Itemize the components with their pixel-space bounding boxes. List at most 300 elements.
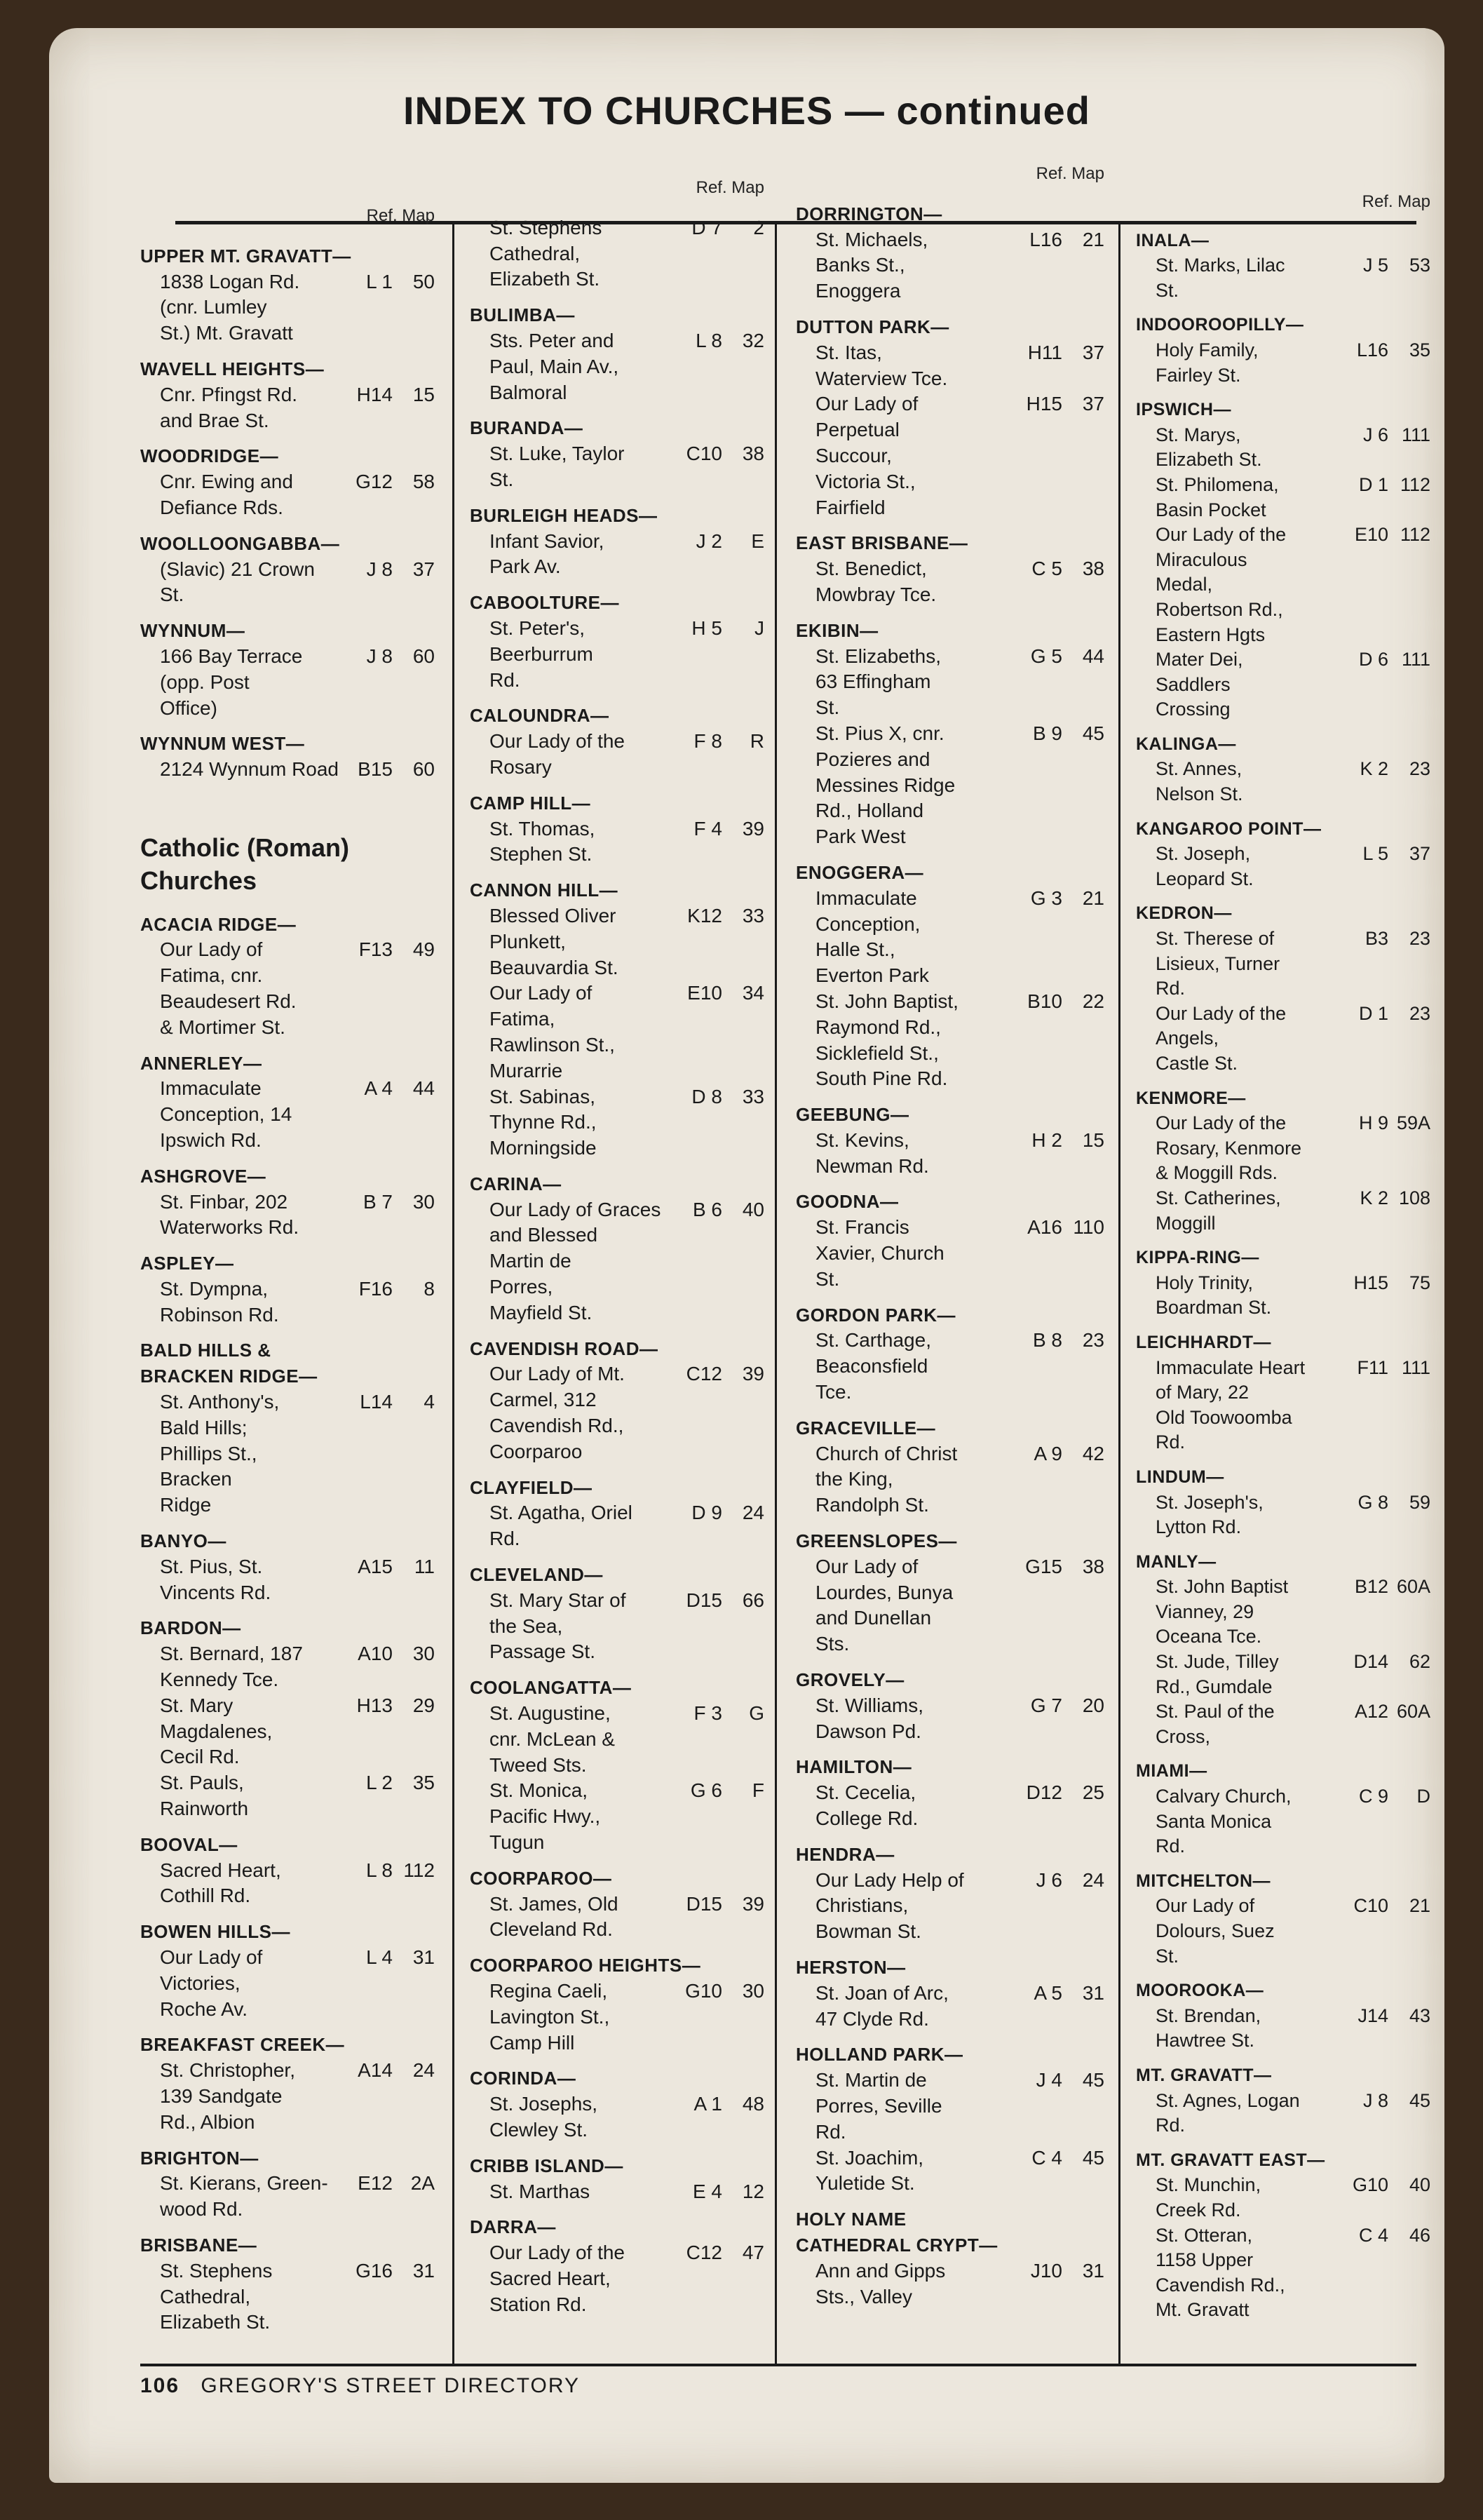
suburb-heading: KALINGA—: [1136, 734, 1236, 754]
map-number: 45: [1082, 2069, 1104, 2091]
map-number: 35: [412, 1772, 435, 1794]
church-listing: [796, 227, 1104, 304]
church-entry: [1136, 1869, 1430, 1969]
ref-code: G16: [355, 2259, 393, 2282]
suburb-heading: DUTTON PARK—: [796, 316, 949, 337]
church-listing: [1136, 1650, 1430, 1699]
ref-code: L16: [1356, 339, 1388, 361]
church-listing: [140, 1858, 435, 1910]
ref-code: H13: [356, 1694, 393, 1716]
map-number: 33: [742, 904, 764, 927]
church-name: St. Michaels, Banks St., Enoggera: [815, 228, 928, 302]
church-listing: [1136, 523, 1430, 647]
map-number: 34: [742, 982, 764, 1004]
suburb-heading: WOOLLOONGABBA—: [140, 532, 340, 554]
church-entry: [140, 1832, 435, 1909]
church-entry: [470, 1562, 764, 1665]
map-number: 53: [1409, 255, 1430, 276]
map-number: 108: [1398, 1187, 1430, 1208]
suburb-heading: GEEBUNG—: [796, 1104, 909, 1126]
church-listing: [470, 2091, 764, 2143]
church-entry: [470, 215, 764, 292]
church-listing: [470, 1979, 764, 2056]
church-name: Our Lady of Mt. Carmel, 312 Cavendish Rd., Coorparoo: [489, 1363, 625, 1462]
church-entry: [1136, 1330, 1430, 1455]
ref-code: A12: [1354, 1701, 1388, 1723]
church-name: St. Annes, Nelson St.: [1156, 758, 1243, 805]
ref-map-header: Ref. Map: [1036, 164, 1104, 183]
map-number: 12: [742, 2180, 764, 2202]
map-number: 48: [742, 2093, 764, 2115]
church-listing: [1136, 2089, 1430, 2138]
map-number: 31: [1082, 2259, 1104, 2282]
church-entry: [1136, 1550, 1430, 1750]
church-name: Our Lady Help of Christians, Bowman St.: [815, 1868, 964, 1943]
suburb-heading: ASHGROVE—: [140, 1165, 266, 1187]
church-listing: [470, 1500, 764, 1552]
ref-code: H15: [1353, 1272, 1388, 1293]
church-listing: [796, 1693, 1104, 1745]
map-number: 37: [412, 558, 435, 580]
ref-code: F16: [358, 1277, 393, 1300]
suburb-heading: GORDON PARK—: [796, 1304, 956, 1326]
church-name: St. Peter's, Beerburrum Rd.: [489, 616, 593, 691]
ref-code: C 4: [1358, 2224, 1388, 2246]
map-number: 44: [1082, 645, 1104, 667]
ref-code: F 3: [693, 1702, 722, 1725]
ref-code: B12: [1354, 1576, 1388, 1598]
ref-code: H11: [1027, 341, 1062, 363]
church-entry: [140, 1919, 435, 2022]
map-number: 66: [742, 1589, 764, 1611]
church-listing: [1136, 757, 1430, 807]
church-listing: [140, 382, 435, 434]
ref-map-header: Ref. Map: [366, 206, 435, 225]
church-name: St. Joseph's, Lytton Rd.: [1156, 1491, 1264, 1538]
church-name: 1838 Logan Rd. (cnr. Lumley St.) Mt. Gravatt: [160, 270, 300, 344]
suburb-heading: WAVELL HEIGHTS—: [140, 358, 325, 379]
church-listing: [470, 215, 764, 292]
church-entry: [470, 877, 764, 1161]
ref-code: H 5: [691, 616, 722, 639]
ref-code: J 4: [1036, 2069, 1062, 2091]
church-name: St. Cecelia, College Rd.: [815, 1781, 919, 1830]
church-name: St. Stephens Cathedral, Elizabeth St.: [160, 2259, 273, 2333]
ref-code: B 6: [692, 1198, 722, 1220]
ref-code: L 4: [366, 1946, 393, 1969]
church-name: St. Luke, Taylor St.: [489, 443, 625, 490]
map-number: 31: [412, 2259, 435, 2282]
map-number: 2: [753, 216, 764, 238]
ref-code: B 7: [363, 1190, 393, 1213]
suburb-heading: IPSWICH—: [1136, 400, 1231, 420]
church-entry: [140, 443, 435, 520]
map-number: 21: [1409, 1895, 1430, 1917]
ref-code: D 6: [1358, 649, 1388, 671]
church-name: St. Mary Star of the Sea, Passage St.: [489, 1589, 626, 1663]
church-listing: [796, 1215, 1104, 1292]
church-entry: [470, 790, 764, 868]
map-number: 59: [1409, 1491, 1430, 1513]
church-entry: [470, 1953, 764, 2056]
ref-code: E12: [358, 2172, 393, 2195]
church-entry: [796, 1302, 1104, 1406]
church-name: St. Finbar, 202 Waterworks Rd.: [160, 1190, 299, 1239]
church-name: St. Christopher, 139 Sandgate Rd., Albion: [160, 2059, 295, 2133]
suburb-heading: CAMP HILL—: [470, 792, 591, 814]
church-name: St. Marys, Elizabeth St.: [1156, 424, 1262, 471]
church-name: St. Therese of Lisieux, Turner Rd.: [1156, 928, 1280, 999]
suburb-heading: KANGAROO POINT—: [1136, 818, 1322, 839]
church-listing: [140, 1693, 435, 1770]
map-number: 32: [742, 329, 764, 351]
church-name: St. Williams, Dawson Pd.: [815, 1694, 923, 1742]
church-listing: [1136, 473, 1430, 523]
church-name: St. Elizabeths, 63 Effingham St.: [815, 645, 941, 719]
church-name: St. Martin de Porres, Seville Rd.: [815, 2069, 942, 2143]
church-listing: [470, 2240, 764, 2317]
church-name: St. Joseph, Leopard St.: [1156, 843, 1254, 889]
column-divider: [775, 221, 777, 2364]
church-name: Our Lady of Dolours, Suez St.: [1156, 1895, 1275, 1967]
map-number: 21: [1082, 887, 1104, 909]
ref-code: A16: [1027, 1216, 1062, 1239]
church-listing: [796, 2145, 1104, 2197]
suburb-heading: COOLANGATTA—: [470, 1677, 632, 1699]
church-name: St. Itas, Waterview Tce.: [815, 341, 948, 389]
church-name: Our Lady of Perpetual Succour, Victoria St., Fairfield: [815, 393, 919, 518]
map-number: 38: [1082, 1555, 1104, 1577]
map-number: 60A: [1396, 1701, 1430, 1723]
church-name: Our Lady of the Rosary: [489, 730, 625, 778]
suburb-heading: MT. GRAVATT—: [1136, 2065, 1272, 2085]
church-entry: [796, 530, 1104, 607]
church-name: St. Stephens Cathedral, Elizabeth St.: [489, 216, 602, 290]
church-entry: [796, 1528, 1104, 1657]
church-listing: [796, 340, 1104, 392]
publication-name: GREGORY'S STREET DIRECTORY: [201, 2374, 581, 2397]
church-entry: [796, 1754, 1104, 1831]
map-number: 60: [412, 758, 435, 781]
ref-code: J 5: [1362, 255, 1388, 276]
suburb-heading: KENMORE—: [1136, 1088, 1246, 1108]
map-number: 37: [1082, 341, 1104, 363]
ref-code: D 1: [1358, 473, 1388, 495]
church-entry: [140, 2032, 435, 2135]
suburb-heading: EAST BRISBANE—: [796, 532, 968, 554]
suburb-heading: CORINDA—: [470, 2068, 576, 2089]
ref-code: G10: [1352, 2174, 1388, 2196]
church-entry: [1136, 229, 1430, 304]
suburb-heading: BALD HILLS & BRACKEN RIDGE—: [140, 1340, 318, 1387]
church-entry: [470, 590, 764, 693]
church-name: St. Pauls, Rainworth: [160, 1772, 249, 1820]
ref-code: K 2: [1360, 1187, 1388, 1208]
suburb-heading: CLAYFIELD—: [470, 1476, 592, 1498]
church-entry: [140, 243, 435, 346]
bottom-rule: [140, 2364, 1416, 2366]
church-listing: [470, 1588, 764, 1665]
suburb-heading: BANYO—: [140, 1530, 226, 1552]
suburb-heading: BRISBANE—: [140, 2234, 257, 2256]
church-name: Ann and Gipps Sts., Valley: [815, 2259, 946, 2307]
church-listing: [1136, 927, 1430, 1002]
suburb-heading: BARDON—: [140, 1617, 241, 1639]
map-number: 46: [1409, 2224, 1430, 2246]
suburb-heading: ANNERLEY—: [140, 1052, 262, 1074]
church-name: St. Agnes, Logan Rd.: [1156, 2089, 1300, 2136]
church-name: St. John Baptist Vianney, 29 Oceana Tce.: [1156, 1576, 1289, 1648]
index-column-1: [140, 203, 435, 2345]
ref-code: L 5: [1362, 843, 1388, 865]
map-number: 11: [414, 1555, 435, 1577]
map-number: 39: [742, 1892, 764, 1915]
ref-code: C12: [686, 1363, 722, 1385]
church-entry: [1136, 2148, 1430, 2323]
church-name: (Slavic) 21 Crown St.: [160, 558, 315, 606]
church-entry: [796, 314, 1104, 520]
directory-page: [49, 28, 1444, 2483]
church-entry: [470, 415, 764, 492]
map-number: 44: [412, 1077, 435, 1100]
church-entry: [140, 356, 435, 433]
index-column-3: [796, 161, 1104, 2319]
church-name: St. Bernard, 187 Kennedy Tce.: [160, 1643, 303, 1691]
church-name: St. Kevins, Newman Rd.: [815, 1128, 929, 1177]
church-entry: [1136, 1979, 1430, 2054]
church-name: Infant Savior, Park Av.: [489, 530, 604, 578]
church-entry: [1136, 2063, 1430, 2138]
church-entry: [1136, 817, 1430, 892]
church-entry: [470, 1171, 764, 1326]
church-name: St. John Baptist, Raymond Rd., Sicklefield St., South Pine Rd.: [815, 990, 959, 1090]
map-number: 31: [1082, 1981, 1104, 2004]
church-name: Immaculate Conception, Halle St., Everton Park: [815, 887, 929, 987]
church-entry: [140, 2232, 435, 2336]
church-entry: [140, 1051, 435, 1154]
suburb-heading: MANLY—: [1136, 1551, 1217, 1572]
ref-code: J 6: [1036, 1868, 1062, 1891]
ref-code: H14: [356, 383, 393, 405]
ref-map-header: Ref. Map: [1362, 192, 1430, 211]
map-number: 111: [1401, 649, 1430, 671]
church-listing: [470, 1778, 764, 1855]
suburb-heading: WYNNUM WEST—: [140, 733, 305, 755]
map-number: E: [751, 530, 764, 552]
map-number: 39: [742, 1363, 764, 1385]
map-number: 23: [1409, 928, 1430, 950]
church-entry: [470, 302, 764, 405]
suburb-heading: CANNON HILL—: [470, 880, 618, 901]
map-number: 112: [403, 1859, 435, 1881]
map-number: 47: [742, 2242, 764, 2264]
suburb-heading: HOLLAND PARK—: [796, 2044, 963, 2066]
ref-code: J14: [1357, 2004, 1388, 2026]
suburb-heading: ACACIA RIDGE—: [140, 913, 297, 935]
map-number: 21: [1082, 228, 1104, 250]
church-name: Our Lady of Fatima, cnr. Beaudesert Rd. & Mortimer St.: [160, 938, 297, 1038]
church-name: St. Dympna, Robinson Rd.: [160, 1277, 279, 1326]
church-name: Cnr. Pfingst Rd. and Brae St.: [160, 383, 298, 431]
suburb-heading: BULIMBA—: [470, 304, 575, 326]
church-entry: [470, 703, 764, 780]
church-entry: [796, 1842, 1104, 1945]
map-number: 60A: [1396, 1576, 1430, 1598]
suburb-heading: ASPLEY—: [140, 1253, 234, 1274]
church-listing: [470, 529, 764, 581]
ref-code: D15: [686, 1589, 722, 1611]
church-name: Holy Trinity, Boardman St.: [1156, 1272, 1272, 1319]
church-entry: [796, 1667, 1104, 1744]
ref-code: D 9: [691, 1502, 722, 1524]
map-number: 24: [1082, 1868, 1104, 1891]
church-name: St. James, Old Cleveland Rd.: [489, 1892, 618, 1941]
church-listing: [140, 269, 435, 346]
ref-code: B 9: [1032, 722, 1062, 744]
church-name: St. Joan of Arc, 47 Clyde Rd.: [815, 1981, 949, 2030]
church-listing: [796, 1441, 1104, 1518]
church-name: Calvary Church, Santa Monica Rd.: [1156, 1786, 1292, 1857]
suburb-heading: HENDRA—: [796, 1843, 895, 1865]
church-listing: [470, 1361, 764, 1464]
church-listing: [796, 2258, 1104, 2310]
ref-code: L 8: [696, 329, 722, 351]
church-name: Holy Family, Fairley St.: [1156, 339, 1259, 386]
suburb-heading: GROVELY—: [796, 1669, 905, 1691]
church-name: Our Lady of Lourdes, Bunya and Dunellan Sts.: [815, 1555, 954, 1655]
map-number: J: [754, 616, 764, 639]
church-name: Immaculate Conception, 14 Ipswich Rd.: [160, 1077, 292, 1151]
map-number: 111: [1401, 1356, 1430, 1378]
church-name: St. Sabinas, Thynne Rd., Morningside: [489, 1085, 597, 1159]
ref-code: C 5: [1031, 558, 1062, 580]
map-number: 60: [412, 645, 435, 667]
ref-code: L14: [360, 1391, 393, 1413]
church-listing: [140, 1641, 435, 1693]
church-name: St. Jude, Tilley Rd., Gumdale: [1156, 1651, 1279, 1697]
church-listing: [470, 1892, 764, 1943]
church-name: St. Agatha, Oriel Rd.: [489, 1502, 632, 1550]
church-name: Blessed Oliver Plunkett, Beauvardia St.: [489, 904, 618, 978]
ref-code: F13: [358, 938, 393, 961]
church-entry: [140, 2145, 435, 2223]
church-entry: [470, 2153, 764, 2205]
suburb-heading: INALA—: [1136, 230, 1210, 250]
ref-code: C10: [686, 443, 722, 465]
suburb-heading: LINDUM—: [1136, 1467, 1224, 1487]
map-number: 24: [742, 1502, 764, 1524]
suburb-heading: KIPPA-RING—: [1136, 1248, 1259, 1268]
suburb-heading: MT. GRAVATT EAST—: [1136, 2150, 1325, 2170]
church-listing: [140, 1076, 435, 1153]
church-entry: [140, 1164, 435, 1241]
church-name: St. Carthage, Beaconsfield Tce.: [815, 1329, 931, 1403]
church-listing: [1136, 1186, 1430, 1236]
map-number: 23: [1409, 1002, 1430, 1024]
church-entry: [140, 912, 435, 1041]
map-number: 111: [1401, 424, 1430, 445]
suburb-heading: INDOOROOPILLY—: [1136, 315, 1304, 335]
ref-code: G 7: [1030, 1694, 1062, 1716]
suburb-heading: ENOGGERA—: [796, 861, 924, 883]
ref-code: A 5: [1034, 1981, 1062, 2004]
suburb-heading: BRIGHTON—: [140, 2147, 259, 2169]
ref-code: A10: [358, 1643, 393, 1665]
church-listing: [1136, 1490, 1430, 1540]
ref-code: A 4: [364, 1077, 393, 1100]
church-listing: [140, 1770, 435, 1822]
church-entry: [140, 731, 435, 783]
map-number: 37: [1082, 393, 1104, 415]
church-name: Sacred Heart, Cothill Rd.: [160, 1859, 281, 1907]
church-listing: [1136, 647, 1430, 722]
suburb-heading: WYNNUM—: [140, 620, 245, 642]
ref-code: A 1: [693, 2093, 722, 2115]
suburb-heading: CAVENDISH ROAD—: [470, 1338, 658, 1359]
ref-code: B 8: [1032, 1329, 1062, 1352]
ref-map-header: Ref. Map: [696, 178, 764, 197]
suburb-heading: EKIBIN—: [796, 619, 879, 641]
church-listing: [140, 1945, 435, 2022]
map-number: 37: [1409, 843, 1430, 865]
ref-code: H 2: [1031, 1128, 1062, 1151]
map-number: 31: [412, 1946, 435, 1969]
church-listing: [140, 937, 435, 1040]
church-listing: [1136, 1699, 1430, 1749]
map-number: 62: [1409, 1651, 1430, 1673]
suburb-heading: BURANDA—: [470, 417, 583, 439]
ref-code: E 4: [692, 2180, 722, 2202]
church-listing: [1136, 2223, 1430, 2323]
map-number: 38: [742, 443, 764, 465]
suburb-heading: DORRINGTON—: [796, 203, 942, 224]
church-name: St. Josephs, Clewley St.: [489, 2093, 598, 2141]
church-name: Church of Christ the King, Randolph St.: [815, 1442, 958, 1516]
church-entry: [1136, 1465, 1430, 1540]
suburb-heading: HAMILTON—: [796, 1756, 912, 1778]
church-entry: [140, 531, 435, 608]
church-listing: [140, 644, 435, 721]
map-number: 49: [412, 938, 435, 961]
ref-code: J 6: [1362, 424, 1388, 445]
church-entry: [796, 1102, 1104, 1179]
ref-code: G 3: [1030, 887, 1062, 909]
church-name: Our Lady of the Miraculous Medal, Robertson Rd., Eastern Hgts: [1156, 524, 1287, 645]
church-listing: [1136, 1271, 1430, 1321]
church-name: St. Anthony's, Bald Hills; Phillips St., Bracken Ridge: [160, 1391, 280, 1516]
suburb-heading: BURLEIGH HEADS—: [470, 504, 658, 526]
ref-code: F 4: [693, 817, 722, 840]
map-number: R: [750, 730, 764, 753]
church-name: Immaculate Heart of Mary, 22 Old Toowoomba Rd.: [1156, 1356, 1306, 1453]
church-listing: [796, 886, 1104, 989]
church-entry: [1136, 1086, 1430, 1237]
ref-code: C10: [1353, 1895, 1388, 1917]
church-name: Our Lady of Victories, Roche Av.: [160, 1946, 263, 2020]
church-listing: [796, 391, 1104, 520]
ref-code: H 9: [1358, 1112, 1388, 1134]
column-divider: [1118, 221, 1120, 2364]
map-number: 2A: [410, 2172, 435, 2195]
index-column-4: [1136, 189, 1430, 2333]
suburb-heading: BOOVAL—: [140, 1833, 238, 1855]
map-number: 45: [1082, 722, 1104, 744]
suburb-heading: CARINA—: [470, 1173, 562, 1194]
ref-code: E10: [687, 982, 722, 1004]
map-number: 50: [412, 270, 435, 292]
church-name: Regina Caeli, Lavington St., Camp Hill: [489, 1980, 610, 2054]
ref-code: B10: [1027, 990, 1062, 1012]
